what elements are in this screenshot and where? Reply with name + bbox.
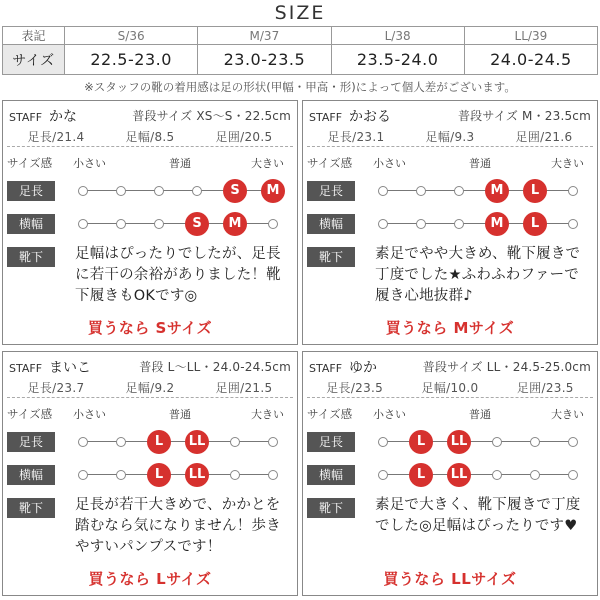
- foot-measurements: [307, 128, 593, 145]
- staff-card: [302, 100, 598, 345]
- scale-track: [83, 441, 273, 442]
- size-mark-m: M: [485, 179, 509, 203]
- width-row-label: 横幅: [307, 465, 355, 485]
- width-scale: [75, 212, 281, 236]
- scale-dot: [154, 219, 164, 229]
- scale-header: [303, 155, 597, 171]
- size-table-value-row: [3, 45, 598, 75]
- size-table: [2, 26, 598, 75]
- size-mark-l: L: [409, 463, 433, 487]
- size-verdict: 買うなら Mサイズ: [385, 319, 515, 337]
- usual-size: 普段 L〜LL・24.0-24.5cm: [139, 360, 291, 374]
- staff-card: [302, 351, 598, 596]
- size-verdict: 買うなら Sサイズ: [87, 319, 213, 337]
- foot-length: 足長/23.7: [27, 381, 85, 395]
- length-scale: [75, 430, 281, 454]
- scale-header: [3, 406, 297, 422]
- scale-dot: [78, 470, 88, 480]
- scale-mid-label: 普通: [169, 408, 191, 421]
- scale-dot: [568, 470, 578, 480]
- scale-header: [3, 155, 297, 171]
- scale-dot: [116, 186, 126, 196]
- size-mark-l: L: [409, 430, 433, 454]
- foot-length: 足長/21.4: [27, 130, 85, 144]
- staff-name: ゆか: [349, 360, 378, 374]
- divider: [7, 397, 293, 398]
- scale-big-label: 大きい: [251, 157, 284, 170]
- scale-dot: [416, 219, 426, 229]
- length-row-label: 足長: [307, 432, 355, 452]
- size-mark-l: L: [147, 430, 171, 454]
- size-mark-l: L: [147, 463, 171, 487]
- scale-dot: [492, 470, 502, 480]
- foot-measurements: [7, 379, 293, 396]
- foot-width: 足幅/9.2: [125, 381, 175, 395]
- length-scale: [75, 179, 281, 203]
- staff-label: STAFF: [309, 362, 343, 374]
- scale-big-label: 大きい: [251, 408, 284, 421]
- size-table-cell: 23.5-24.0: [331, 45, 464, 75]
- divider: [307, 146, 593, 147]
- size-table-header-cell: LL/39: [464, 27, 597, 45]
- scale-mid-label: 普通: [469, 408, 491, 421]
- scale-big-label: 大きい: [551, 157, 584, 170]
- scale-dot: [78, 219, 88, 229]
- foot-girth: 足囲/21.6: [515, 130, 573, 144]
- width-row-label: 横幅: [307, 214, 355, 234]
- size-mark-l: L: [523, 212, 547, 236]
- size-table-row-label: サイズ: [3, 45, 65, 75]
- size-mark-ll: LL: [185, 463, 209, 487]
- scale-small-label: 小さい: [373, 157, 406, 170]
- scale-heading: サイズ感: [307, 156, 353, 170]
- scale-big-label: 大きい: [551, 408, 584, 421]
- scale-small-label: 小さい: [373, 408, 406, 421]
- staff-header: [309, 106, 591, 123]
- size-mark-ll: LL: [447, 430, 471, 454]
- size-table-header-cell: L/38: [331, 27, 464, 45]
- staff-card: [2, 100, 298, 345]
- scale-small-label: 小さい: [73, 408, 106, 421]
- socks-row-label: 靴下: [307, 498, 355, 518]
- size-mark-m: M: [485, 212, 509, 236]
- width-scale: [375, 212, 581, 236]
- scale-dot: [454, 186, 464, 196]
- usual-size: 普段サイズ XS〜S・22.5cm: [132, 109, 291, 123]
- size-mark-s: S: [223, 179, 247, 203]
- staff-comment: 素足でやや大きめ、靴下履きで丁度でした★ふわふわファーで履き心地抜群♪: [375, 246, 581, 304]
- scale-dot: [268, 437, 278, 447]
- foot-girth: 足囲/21.5: [215, 381, 273, 395]
- size-verdict: 買うなら Lサイズ: [88, 570, 212, 588]
- scale-dot: [268, 219, 278, 229]
- staff-card: [2, 351, 298, 596]
- staff-label: STAFF: [9, 362, 43, 374]
- size-table-cell: 24.0-24.5: [464, 45, 597, 75]
- size-mark-l: L: [523, 179, 547, 203]
- divider: [307, 397, 593, 398]
- scale-dot: [268, 470, 278, 480]
- divider: [7, 146, 293, 147]
- socks-row-label: 靴下: [307, 247, 355, 267]
- width-row-label: 横幅: [7, 465, 55, 485]
- scale-dot: [378, 186, 388, 196]
- staff-comment: 素足で大きく、靴下履きで丁度でした◎足幅はぴったりです♥: [375, 497, 581, 534]
- foot-length: 足長/23.5: [326, 381, 384, 395]
- scale-dot: [78, 186, 88, 196]
- scale-dot: [154, 186, 164, 196]
- length-row-label: 足長: [307, 181, 355, 201]
- size-mark-m: M: [223, 212, 247, 236]
- foot-width: 足幅/9.3: [425, 130, 475, 144]
- staff-name: かおる: [349, 109, 392, 123]
- scale-dot: [116, 219, 126, 229]
- size-mark-s: S: [185, 212, 209, 236]
- size-mark-m: M: [261, 179, 285, 203]
- staff-comment: 足長が若干大きめで、かかとを踏むなら気になりません！歩きやすいパンプスです！: [75, 497, 281, 555]
- foot-length: 足長/23.1: [327, 130, 385, 144]
- scale-track: [83, 474, 273, 475]
- width-row-label: 横幅: [7, 214, 55, 234]
- usual-size: 普段サイズ M・23.5cm: [457, 109, 591, 123]
- scale-dot: [568, 437, 578, 447]
- scale-heading: サイズ感: [307, 407, 353, 421]
- fit-note: ※スタッフの靴の着用感は足の形状(甲幅・甲高・形)によって個人差がございます。: [84, 80, 516, 94]
- size-table-cell: 22.5-23.0: [65, 45, 198, 75]
- staff-header: [9, 106, 291, 123]
- foot-width: 足幅/8.5: [125, 130, 175, 144]
- staff-header: [9, 357, 291, 374]
- scale-dot: [378, 470, 388, 480]
- length-row-label: 足長: [7, 432, 55, 452]
- scale-dot: [116, 437, 126, 447]
- scale-dot: [568, 219, 578, 229]
- scale-dot: [530, 437, 540, 447]
- scale-dot: [530, 470, 540, 480]
- staff-comment: 足幅はぴったりでしたが、足長に若干の余裕がありました！靴下履きもOKです◎: [75, 246, 281, 304]
- scale-dot: [492, 437, 502, 447]
- size-table-header-cell: M/37: [198, 27, 331, 45]
- length-scale: [375, 179, 581, 203]
- size-title: SIZE: [274, 2, 326, 24]
- staff-name: かな: [49, 109, 78, 123]
- scale-heading: サイズ感: [7, 407, 53, 421]
- scale-dot: [568, 186, 578, 196]
- scale-dot: [230, 470, 240, 480]
- staff-name: まいこ: [49, 360, 92, 374]
- socks-row-label: 靴下: [7, 247, 55, 267]
- scale-dot: [78, 437, 88, 447]
- staff-label: STAFF: [9, 111, 43, 123]
- width-scale: [75, 463, 281, 487]
- foot-measurements: [7, 128, 293, 145]
- foot-width: 足幅/10.0: [421, 381, 479, 395]
- length-row-label: 足長: [7, 181, 55, 201]
- staff-label: STAFF: [309, 111, 343, 123]
- scale-mid-label: 普通: [169, 157, 191, 170]
- socks-row-label: 靴下: [7, 498, 55, 518]
- size-mark-ll: LL: [185, 430, 209, 454]
- width-scale: [375, 463, 581, 487]
- scale-dot: [454, 219, 464, 229]
- scale-dot: [230, 437, 240, 447]
- scale-dot: [378, 437, 388, 447]
- size-table-header-row: [3, 27, 598, 45]
- foot-girth: 足囲/20.5: [215, 130, 273, 144]
- scale-dot: [416, 186, 426, 196]
- scale-dot: [192, 186, 202, 196]
- scale-header: [303, 406, 597, 422]
- foot-girth: 足囲/23.5: [516, 381, 574, 395]
- size-mark-ll: LL: [447, 463, 471, 487]
- scale-dot: [378, 219, 388, 229]
- size-table-header-cell: S/36: [65, 27, 198, 45]
- foot-measurements: [307, 379, 593, 396]
- size-verdict: 買うなら LLサイズ: [383, 570, 517, 588]
- scale-small-label: 小さい: [73, 157, 106, 170]
- staff-header: [309, 357, 591, 374]
- scale-dot: [116, 470, 126, 480]
- length-scale: [375, 430, 581, 454]
- scale-mid-label: 普通: [469, 157, 491, 170]
- size-table-header-cell: 表記: [3, 27, 65, 45]
- usual-size: 普段サイズ LL・24.5-25.0cm: [422, 360, 591, 374]
- size-table-cell: 23.0-23.5: [198, 45, 331, 75]
- scale-heading: サイズ感: [7, 156, 53, 170]
